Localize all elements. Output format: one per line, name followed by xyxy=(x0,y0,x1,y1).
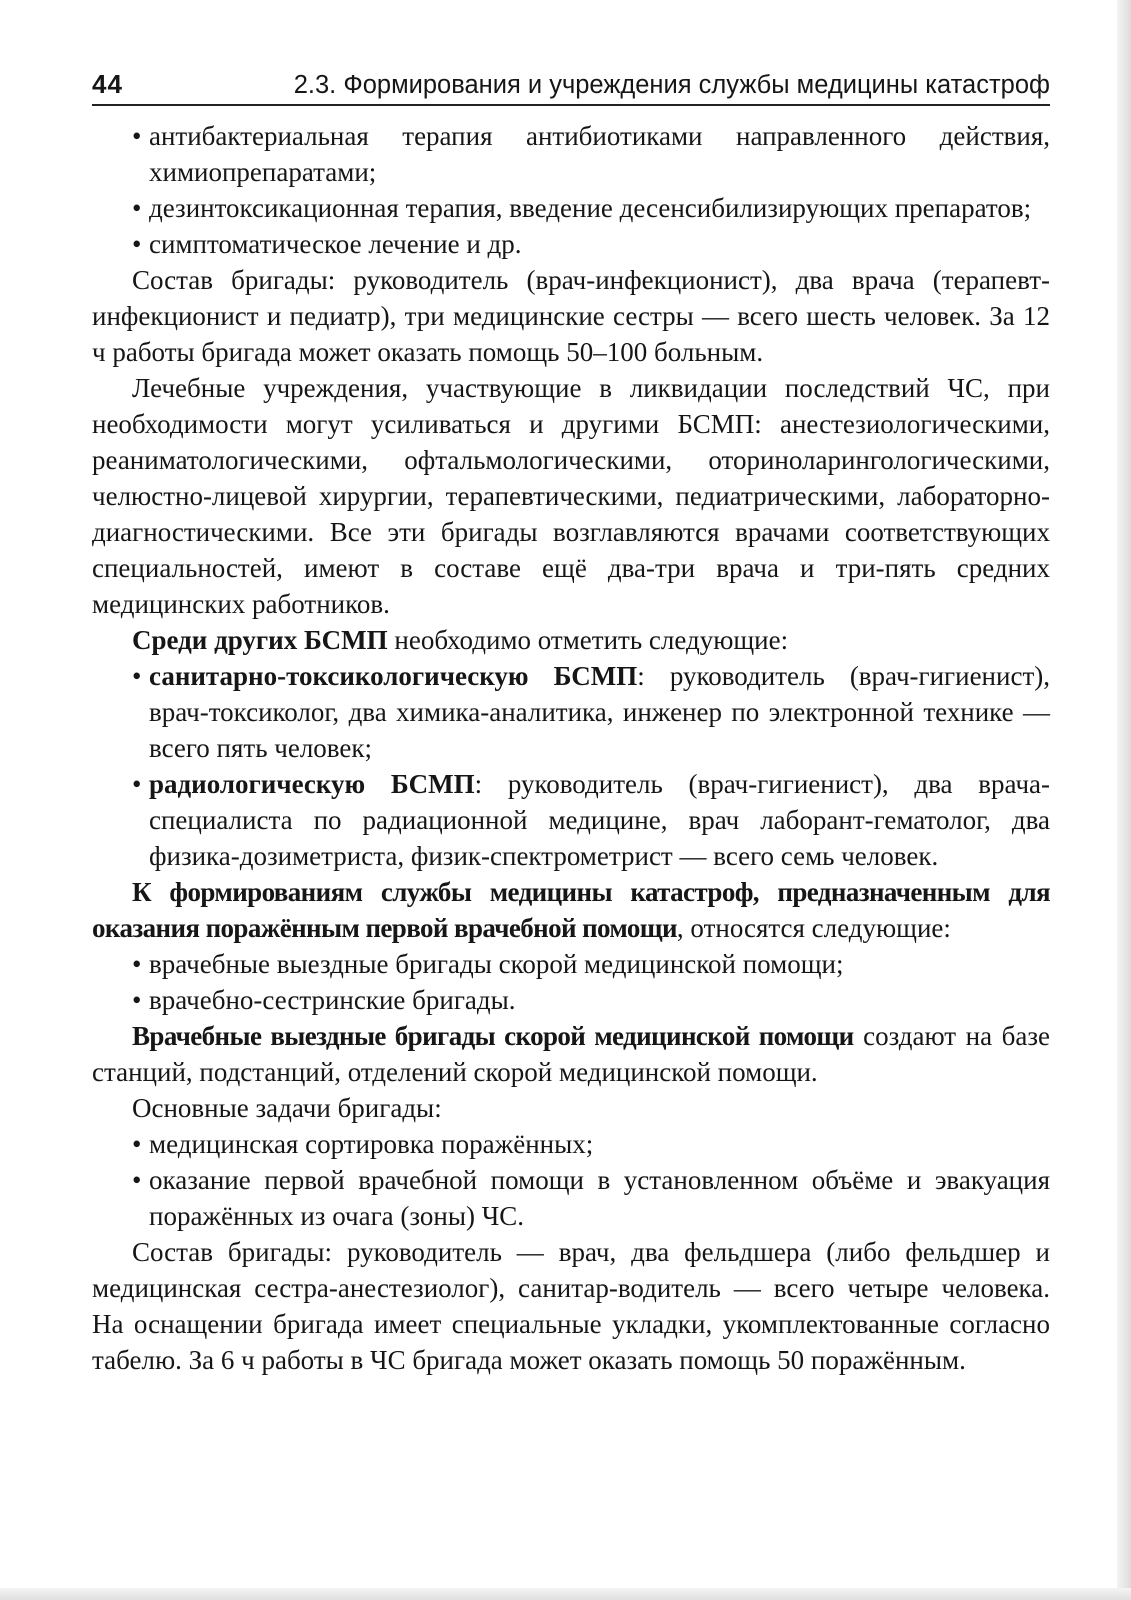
list-item: • врачебно-сестринские бригады. xyxy=(132,985,516,1015)
list-item: • врачебные выездные бригады скорой медицинской помощи; xyxy=(132,949,844,979)
list-item: • оказание первой врачебной помощи в установленном объёме и эвакуация поражённых из очага (зоны) ЧС. xyxy=(132,1165,1050,1231)
paragraph-ambulance-brigades: Врачебные выездные бригады скорой медицинской помощи создают на базе станций, подстанций, отделений скорой медицинской помощи. xyxy=(92,1021,1050,1087)
list-item: • дезинтоксикационная терапия, введение десенсибилизирующих препаратов; xyxy=(132,193,1032,223)
list-item: • радиологическую БСМП: руководитель (врач-гигиенист), два врача-специалиста по радиационной медицине, врач лаборант-гематолог, два физика-дозиметриста, физик-спектрометрист — всего семь человек. xyxy=(132,769,1050,871)
paragraph-brigade-staff: Состав бригады: руководитель — врач, два фельдшера (либо фельдшер и медицинская сестра-анестезиолог), санитар-водитель — всего четыре человека. На оснащении бригада имеет специальные укладки, укомплектованные согласно табелю. За 6 ч работы в ЧС бригада может оказать помощь 50 поражённым. xyxy=(92,1237,1050,1375)
paragraph-medical-institutions: Лечебные учреждения, участвующие в ликвидации последствий ЧС, при необходимости могут усиливаться и другими БСМП: анестезиологическими, реаниматологическими, офтальмологическими, оториноларингологическими, челюстно-лицевой хирургии, терапевтическими, педиатрическими, лабораторно-диагностическими. Все эти бригады возглавляются врачами соответствующих специальностей, имеют в составе ещё два-три врача и три-пять средних медицинских работников. xyxy=(92,373,1050,619)
page-number: 44 xyxy=(92,69,123,99)
list-item: • симптоматическое лечение и др. xyxy=(132,229,522,259)
bullet-list-first-aid-units xyxy=(92,946,1050,1018)
paragraph-first-aid-units: К формированиям службы медицины катастроф, предназначенным для оказания поражённым первой врачебной помощи, относятся следующие: xyxy=(92,877,1050,943)
list-item: • антибактериальная терапия антибиотиками направленного действия, химиопрепаратами; xyxy=(132,121,1050,187)
list-item: • санитарно-токсикологическую БСМП: руководитель (врач-гигиенист), врач-токсиколог, два химика-аналитика, инженер по электронной технике — всего пять человек; xyxy=(132,661,1050,763)
page-header xyxy=(92,62,1050,106)
running-title: 2.3. Формирования и учреждения службы медицины катастроф xyxy=(293,71,1050,99)
list-item: • медицинская сортировка поражённых; xyxy=(132,1129,594,1159)
paragraph-other-bsmp: Среди других БСМП необходимо отметить следующие: xyxy=(132,625,789,655)
paragraph-main-tasks: Основные задачи бригады: xyxy=(132,1093,442,1123)
page-body xyxy=(92,118,1050,1378)
page-bottom-shadow xyxy=(0,1588,1131,1600)
bullet-list-bsmp xyxy=(92,658,1050,874)
bullet-list-therapy xyxy=(92,118,1050,262)
page-edge-shadow xyxy=(1117,0,1131,1600)
bullet-list-tasks xyxy=(92,1126,1050,1234)
paragraph-brigade-composition: Состав бригады: руководитель (врач-инфекционист), два врача (терапевт-инфекционист и педиатр), три медицинские сестры — всего шесть человек. За 12 ч работы бригада может оказать помощь 50–100 больным. xyxy=(92,265,1050,367)
